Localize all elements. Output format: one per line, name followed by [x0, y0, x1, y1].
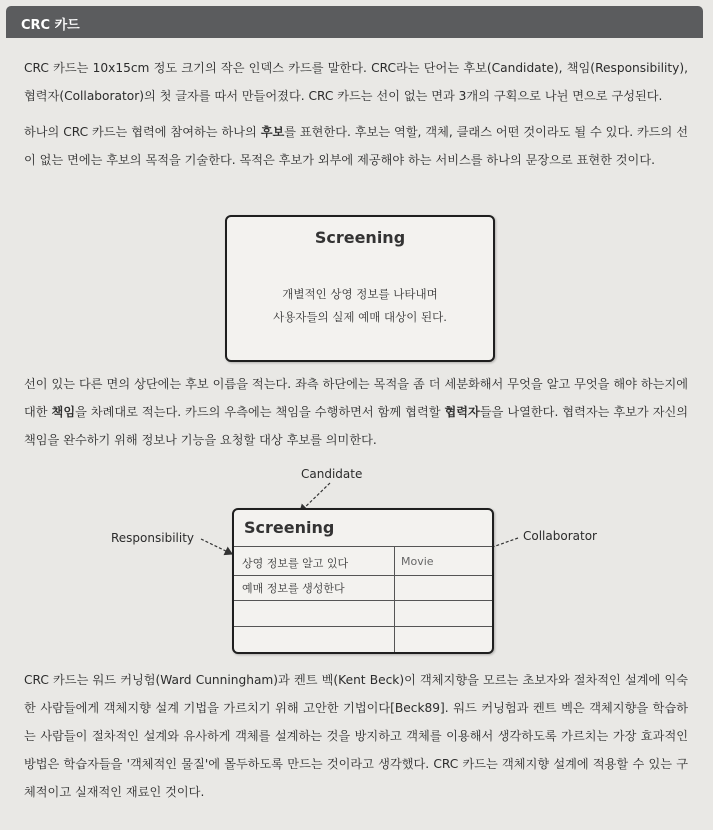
grid-line	[234, 546, 492, 547]
arrow-responsibility	[201, 539, 232, 554]
card-front-title: Screening	[314, 228, 406, 247]
p2-bold-candidate: 후보	[260, 125, 285, 139]
annotation-candidate: Candidate	[301, 467, 363, 481]
responsibility-item: 상영 정보를 알고 있다	[242, 557, 349, 570]
annotation-responsibility: Responsibility	[111, 531, 195, 545]
grid-line	[234, 575, 492, 576]
grid-line	[234, 626, 492, 627]
crc-card-back	[232, 508, 494, 654]
card-back-grid	[234, 546, 492, 652]
p2-text-c: 를 표현한다. 후보는 역할, 객체, 클래스 어떤 것이라도 될 수 있다. 카드의 선이 없는 면에는 후보의 목적을 기술한다. 목적은 후보가 외부에 제공해야 하는 서비스를 하나의 문장으로 표현한 것이다.	[24, 125, 689, 167]
paragraph-intro: CRC 카드는 10x15cm 정도 크기의 작은 인덱스 카드를 말한다. CRC라는 단어는 후보(Candidate), 책임(Responsibility), 협력자(Collaborator)의 첫 글자를 따서 만들어졌다. CRC 카드는 선이 없는 면과 3개의 구획으로 나뉜 면으로 구성된다.	[24, 61, 688, 103]
annotation-collaborator: Collaborator	[523, 529, 597, 543]
p2-text-a: 하나의 CRC 카드는 협력에 참여하는 하나의	[24, 125, 261, 139]
responsibility-item: 예매 정보를 생성한다	[242, 582, 345, 595]
card-front-purpose-line-2: 사용자들의 실제 예매 대상이 된다.	[273, 310, 447, 324]
section-title: CRC 카드	[21, 18, 80, 33]
p3-text-a: 선이 있는 다른 면의 상단에는 후보 이름을 적는다. 좌측 하단에는 목적을 좀 더 세분화해서 무엇을 알고 무엇을 해야 하는지에 대한	[24, 377, 688, 419]
p3-text-c: 을 차례대로 적는다. 카드의 우측에는 책임을 수행하면서 함께 협력할	[75, 405, 445, 419]
paragraph-history: CRC 카드는 워드 커닝험(Ward Cunningham)과 켄트 벡(Kent Beck)이 객체지향을 모르는 초보자와 절차적인 설계에 익숙한 사람들에게 객체지향 설계 기법을 가르치기 위해 고안한 기법이다[Beck89]. 워드 커닝험과 켄트 벡은 객체지향을 학습하는 사람들이 절차적인 설계와 유사하게 객체를 설계하는 것을 방지하고 객체를 이용해서 생각하도록 가르치는 가장 효과적인 방법은 학습자들을 '객체적인 물질'에 몰두하도록 만드는 것이라고 생각했다. CRC 카드는 객체지향 설계에 적용할 수 있는 구체적이고 실재적인 재료인 것이다.	[24, 673, 688, 799]
card-front-purpose-line-1: 개별적인 상영 정보를 나타내며	[282, 287, 438, 301]
grid-line	[234, 600, 492, 601]
card-back-title: Screening	[244, 518, 335, 537]
p3-text-e: 들을 나열한다. 협력자는 후보가 자신의 책임을 완수하기 위해 정보나 기능을 요청할 대상 후보를 의미한다.	[24, 405, 689, 447]
collaborator-item: Movie	[401, 555, 434, 568]
p3-bold-collaborator: 협력자	[444, 405, 480, 419]
p3-bold-responsibility: 책임	[51, 405, 76, 419]
grid-divider	[394, 546, 395, 652]
